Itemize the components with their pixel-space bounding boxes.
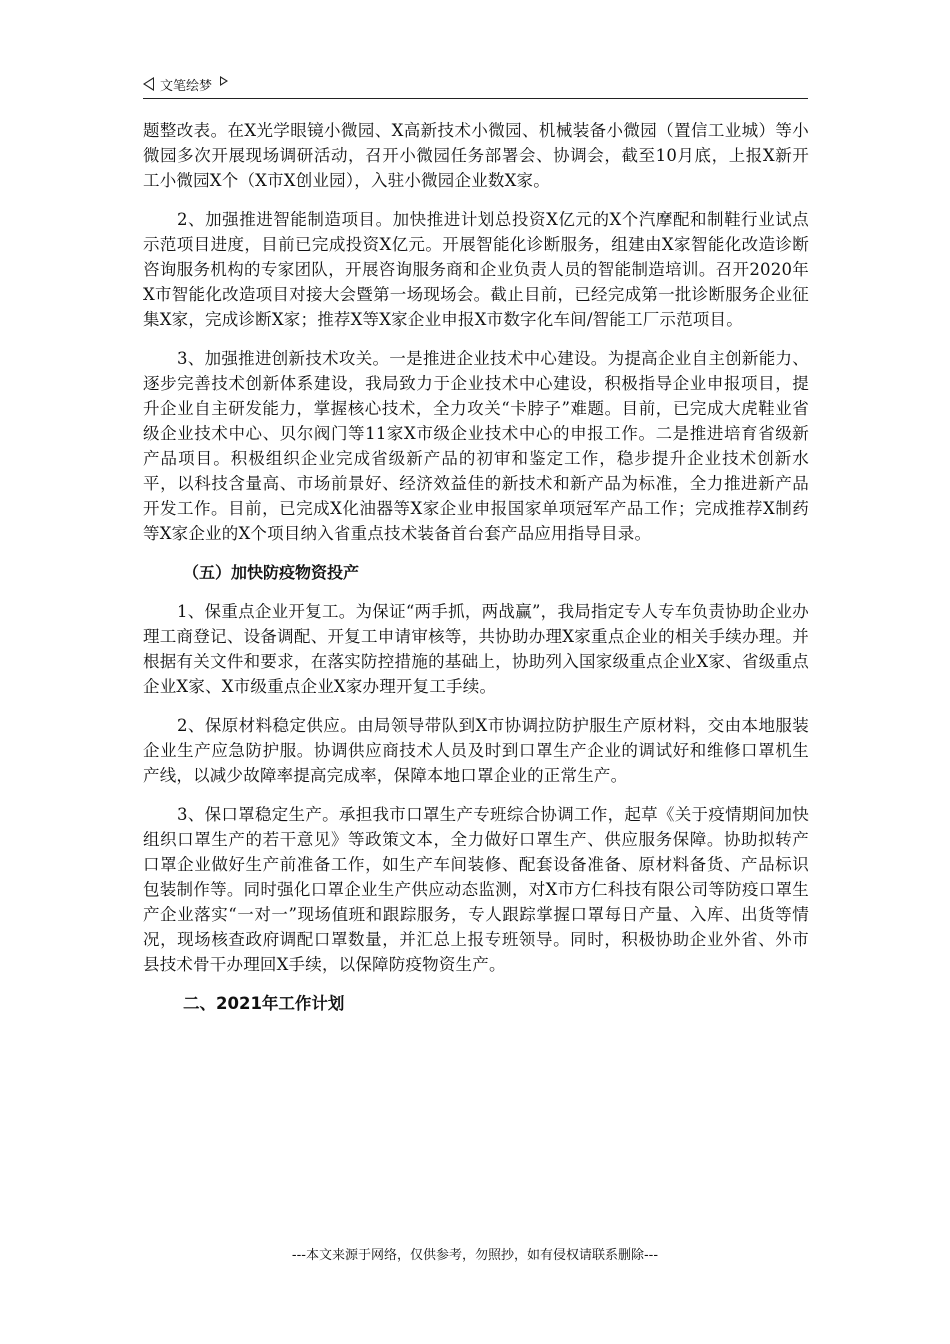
triangle-right-icon (220, 76, 228, 86)
section-heading-2021-plan: 二、2021年工作计划 (183, 994, 345, 1013)
paragraph-mask-production: 3、保口罩稳定生产。承担我市口罩生产专班综合协调工作，起草《关于疫情期间加快组织口罩生产的若干意见》等政策文本，全力做好口罩生产、供应服务保障。协助拟转产口罩企业做好生产前准备工作，如生产车间装修、配套设备准备、原材料备货、产品标识包装制作等。同时强化口罩企业生产供应动态监测，对X市方仁科技有限公司等防疫口罩生产企业落实“一对一”现场值班和跟踪服务，专人跟踪掌握口罩每日产量、入库、出货等情况，现场核查政府调配口罩数量，并汇总上报专班领导。同时，积极协助企业外省、外市县技术骨干办理回X手续，以保障防疫物资生产。 (143, 805, 809, 974)
paragraph-key-enterprises: 1、保重点企业开复工。为保证“两手抓，两战赢”，我局指定专人专车负责协助企业办理工商登记、设备调配、开复工申请审核等，共协助办理X家重点企业的相关手续办理。并根据有关文件和要求，在落实防控措施的基础上，协助列入国家级重点企业X家、省级重点企业X家、X市级重点企业X家办理开复工手续。 (143, 602, 809, 696)
header-brand-row (143, 72, 808, 96)
page-header (143, 72, 808, 99)
document-body (143, 118, 809, 1016)
paragraph-innovation: 3、加强推进创新技术攻关。一是推进企业技术中心建设。为提高企业自主创新能力、逐步完善技术创新体系建设，我局致力于企业技术中心建设，积极指导企业申报项目，提升企业自主研发能力，掌握核心技术，全力攻关“卡脖子”难题。目前，已完成大虎鞋业省级企业技术中心、贝尔阀门等11家X市级企业技术中心的申报工作。二是推进培育省级新产品项目。积极组织企业完成省级新产品的初审和鉴定工作，稳步提升企业技术创新水平，以科技含量高、市场前景好、经济效益佳的新技术和新产品为标准，全力推进新产品开发工作。目前，已完成X化油器等X家企业申报国家单项冠军产品工作；完成推荐X制药等X家企业的X个项目纳入省重点技术装备首台套产品应用指导目录。 (143, 349, 809, 543)
triangle-left-icon (143, 77, 154, 91)
paragraph-continuation: 题整改表。在X光学眼镜小微园、X高新技术小微园、机械装备小微园（置信工业城）等小微园多次开展现场调研活动，召开小微园任务部署会、协调会，截至10月底，上报X新开工小微园X个（X市X创业园），入驻小微园企业数X家。 (143, 121, 809, 190)
subheading-epidemic-supplies: （五）加快防疫物资投产 (183, 563, 360, 582)
paragraph-raw-materials: 2、保原材料稳定供应。由局领导带队到X市协调拉防护服生产原材料，交由本地服装企业生产应急防护服。协调供应商技术人员及时到口罩生产企业的调试好和维修口罩机生产线，以减少故障率提高完成率，保障本地口罩企业的正常生产。 (143, 716, 809, 785)
footer-notice: ---本文来源于网络，仅供参考，勿照抄，如有侵权请联系删除--- (291, 1248, 659, 1263)
paragraph-smart-manufacturing: 2、加强推进智能制造项目。加快推进计划总投资X亿元的X个汽摩配和制鞋行业试点示范项目进度，目前已完成投资X亿元。开展智能化诊断服务，组建由X家智能化改造诊断咨询服务机构的专家团队，开展咨询服务商和企业负责人员的智能制造培训。召开2020年X市智能化改造项目对接大会暨第一场现场会。截止目前，已经完成第一批诊断服务企业征集X家，完成诊断X家；推荐X等X家企业申报X市数字化车间/智能工厂示范项目。 (143, 210, 809, 329)
header-brand: 文笔绘梦 (160, 78, 213, 94)
